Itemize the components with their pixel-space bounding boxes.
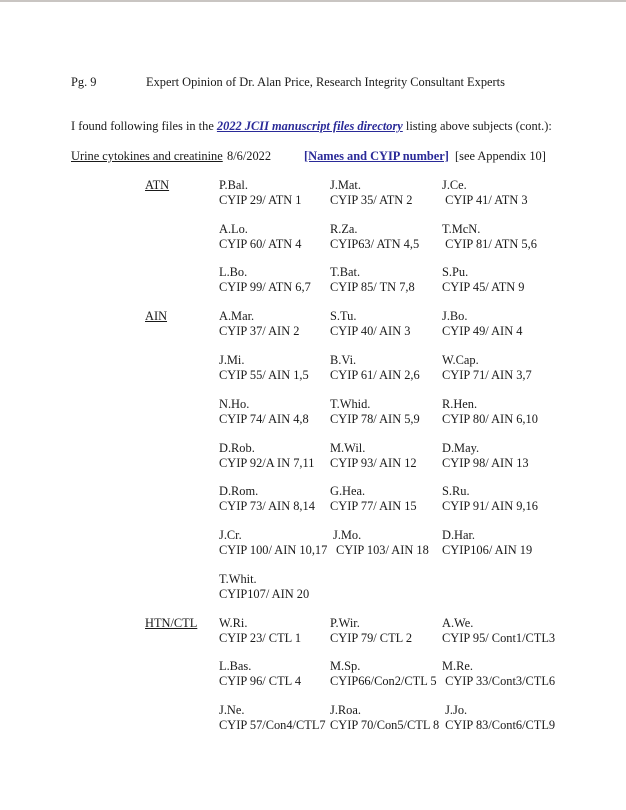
subject-name: N.Ho. — [219, 397, 250, 411]
subject-code: CYIP 70/Con5/CTL 8 — [330, 718, 440, 732]
subject-name: J.Mo. — [333, 528, 362, 542]
subject-code: CYIP 79/ CTL 2 — [330, 631, 413, 645]
subject-name: J.Roa. — [330, 703, 361, 717]
subject-name: M.Re. — [442, 659, 473, 673]
list-item — [330, 265, 415, 295]
subject-code: CYIP 37/ AIN 2 — [219, 324, 300, 338]
intro-sentence — [71, 119, 552, 134]
list-item — [330, 222, 419, 252]
subject-name: J.Bo. — [442, 309, 468, 323]
window-top-border — [0, 0, 626, 2]
subject-code: CYIP 74/ AIN 4,8 — [219, 412, 309, 426]
list-item — [330, 353, 420, 383]
page-header-title: Expert Opinion of Dr. Alan Price, Research Integrity Consultant Experts — [146, 75, 505, 89]
intro-suffix: listing above subjects (cont.): — [402, 119, 552, 133]
subject-name: A.We. — [442, 616, 474, 630]
list-item — [219, 222, 302, 252]
subject-name: M.Sp. — [330, 659, 361, 673]
subject-code: CYIP 40/ AIN 3 — [330, 324, 411, 338]
section-title: Urine cytokines and creatinine — [71, 149, 223, 163]
group-label-atn: ATN — [145, 178, 170, 192]
subject-name: A.Lo. — [219, 222, 248, 236]
list-item — [442, 353, 532, 383]
subject-code: CYIP 33/Cont3/CTL6 — [442, 674, 556, 688]
subject-name: P.Wir. — [330, 616, 360, 630]
list-item — [330, 484, 417, 514]
subject-code: CYIP107/ AIN 20 — [219, 587, 310, 601]
section-date: 8/6/2022 — [227, 149, 272, 163]
list-item — [442, 309, 522, 339]
list-item — [442, 397, 538, 427]
subject-name: S.Ru. — [442, 484, 470, 498]
subject-code: CYIP 99/ ATN 6,7 — [219, 280, 311, 294]
subject-name: J.Ce. — [442, 178, 467, 192]
subject-name: D.Rom. — [219, 484, 259, 498]
subject-name: W.Ri. — [219, 616, 248, 630]
list-item — [330, 309, 410, 339]
list-item — [330, 441, 417, 471]
subject-code: CYIP 92/A IN 7,11 — [219, 456, 315, 470]
subject-name: T.Whid. — [330, 397, 371, 411]
list-item — [442, 484, 538, 514]
list-item — [330, 659, 437, 689]
list-item — [442, 265, 525, 295]
subject-code: CYIP 71/ AIN 3,7 — [442, 368, 532, 382]
subject-code: CYIP 60/ ATN 4 — [219, 237, 302, 251]
subject-code: CYIP106/ AIN 19 — [442, 543, 533, 557]
page-number: Pg. 9 — [71, 75, 97, 89]
subject-code: CYIP 96/ CTL 4 — [219, 674, 302, 688]
subject-code: CYIP 78/ AIN 5,9 — [330, 412, 420, 426]
subject-name: T.Bat. — [330, 265, 361, 279]
subject-name: T.McN. — [442, 222, 481, 236]
subject-name: S.Tu. — [330, 309, 357, 323]
subject-name: L.Bo. — [219, 265, 248, 279]
subject-code: CYIP63/ ATN 4,5 — [330, 237, 420, 251]
subject-code: CYIP 93/ AIN 12 — [330, 456, 417, 470]
list-item — [442, 528, 532, 558]
subject-name: R.Za. — [330, 222, 358, 236]
subject-code: CYIP 55/ AIN 1,5 — [219, 368, 309, 382]
list-item — [219, 484, 315, 514]
list-item — [219, 616, 301, 646]
subject-name: J.Jo. — [442, 703, 468, 717]
list-item — [219, 441, 314, 471]
list-item — [330, 397, 420, 427]
list-item — [219, 659, 301, 689]
subject-name: R.Hen. — [442, 397, 478, 411]
subject-name: J.Ne. — [219, 703, 245, 717]
subject-code: CYIP 49/ AIN 4 — [442, 324, 523, 338]
group-label-ain: AIN — [145, 309, 168, 323]
subject-code: CYIP 83/Cont6/CTL9 — [442, 718, 556, 732]
subject-code: CYIP 95/ Cont1/CTL3 — [442, 631, 556, 645]
list-item — [219, 265, 311, 295]
subject-code: CYIP 81/ ATN 5,6 — [442, 237, 537, 251]
subject-code: CYIP 100/ AIN 10,17 — [219, 543, 328, 557]
list-item — [442, 441, 529, 471]
list-item — [219, 528, 327, 558]
subject-code: CYIP 23/ CTL 1 — [219, 631, 302, 645]
subject-name: A.Mar. — [219, 309, 255, 323]
subject-code: CYIP 73/ AIN 8,14 — [219, 499, 315, 513]
list-item — [219, 397, 309, 427]
list-item — [219, 309, 299, 339]
subject-name: T.Whit. — [219, 572, 257, 586]
subject-code: CYIP 91/ AIN 9,16 — [442, 499, 538, 513]
subject-name: D.May. — [442, 441, 480, 455]
jcii-directory-link[interactable]: 2022 JCII manuscript files directory — [216, 119, 403, 133]
subject-code: CYIP 35/ ATN 2 — [330, 193, 413, 207]
subject-name: P.Bal. — [219, 178, 248, 192]
subject-code: CYIP 103/ AIN 18 — [336, 543, 429, 557]
subject-code: CYIP 77/ AIN 15 — [330, 499, 417, 513]
subject-name: D.Har. — [442, 528, 476, 542]
subject-code: CYIP 45/ ATN 9 — [442, 280, 525, 294]
list-item — [442, 222, 537, 252]
list-item — [442, 178, 528, 208]
list-item — [330, 616, 412, 646]
subject-name: L.Bas. — [219, 659, 252, 673]
list-item — [330, 178, 413, 208]
list-item — [219, 178, 302, 208]
subject-code: CYIP66/Con2/CTL 5 — [330, 674, 437, 688]
subject-name: M.Wil. — [330, 441, 366, 455]
appendix-reference: [see Appendix 10] — [455, 149, 546, 163]
group-label-htn-ctl: HTN/CTL — [145, 616, 198, 630]
subject-code: CYIP 85/ TN 7,8 — [330, 280, 415, 294]
subject-code: CYIP 80/ AIN 6,10 — [442, 412, 538, 426]
list-item — [442, 703, 555, 733]
subject-name: B.Vi. — [330, 353, 357, 367]
subject-name: J.Mat. — [330, 178, 361, 192]
subject-code: CYIP 41/ ATN 3 — [442, 193, 528, 207]
subject-name: D.Rob. — [219, 441, 255, 455]
list-item — [219, 353, 309, 383]
names-cyip-link[interactable]: [Names and CYIP number] — [304, 149, 449, 163]
subject-code: CYIP 61/ AIN 2,6 — [330, 368, 420, 382]
subject-name: J.Mi. — [219, 353, 245, 367]
subject-code: CYIP 29/ ATN 1 — [219, 193, 302, 207]
list-item — [219, 572, 309, 602]
list-item — [333, 528, 429, 558]
subject-code: CYIP 57/Con4/CTL7 — [219, 718, 326, 732]
list-item — [442, 659, 555, 689]
intro-prefix: I found following files in the — [71, 119, 217, 133]
subject-name: J.Cr. — [219, 528, 242, 542]
list-item — [219, 703, 326, 733]
subject-name: S.Pu. — [442, 265, 469, 279]
subject-name: W.Cap. — [442, 353, 479, 367]
list-item — [330, 703, 439, 733]
subject-code: CYIP 98/ AIN 13 — [442, 456, 529, 470]
list-item — [442, 616, 555, 646]
subject-name: G.Hea. — [330, 484, 366, 498]
